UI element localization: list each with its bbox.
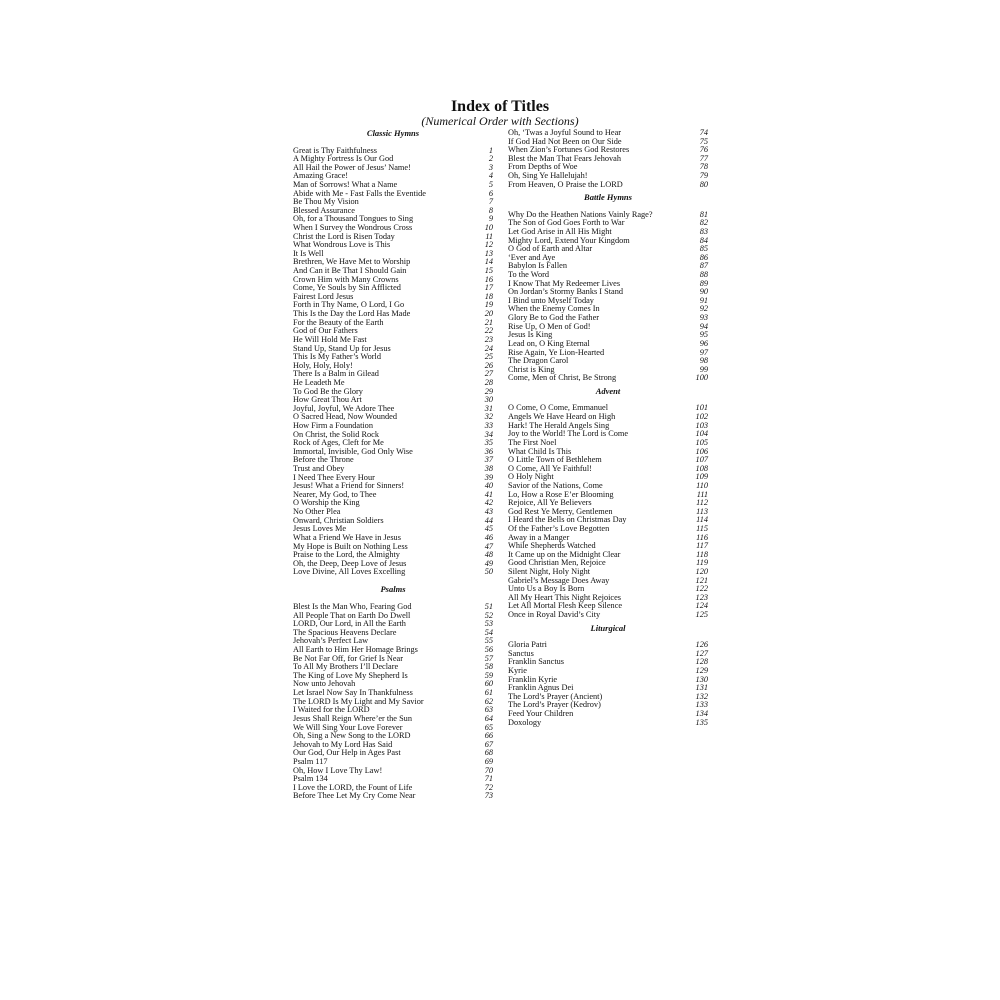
entry-number: 7 <box>488 197 493 207</box>
entry-title: Gloria Patri <box>508 640 547 650</box>
section-heading-psalms: Psalms <box>380 584 406 595</box>
entry-title: I Love the LORD, the Fount of Life <box>293 782 413 792</box>
entry-title: Now unto Jehovah <box>293 679 356 689</box>
entry-number: 15 <box>484 266 493 276</box>
entry-title: When the Enemy Comes In <box>508 304 600 314</box>
entry-title: Abide with Me - Fast Falls the Eventide <box>293 188 426 198</box>
entry-number: 58 <box>484 662 493 672</box>
entry-title: I Need Thee Every Hour <box>293 472 375 482</box>
entry-title: Once in Royal David’s City <box>508 610 601 620</box>
entry-number: 18 <box>484 291 493 301</box>
entry-number: 45 <box>484 524 493 534</box>
entry-title: Praise to the Lord, the Almighty <box>293 550 400 560</box>
page-title: Index of Titles <box>450 98 550 115</box>
entry-number: 47 <box>484 541 493 551</box>
entry-number: 29 <box>484 386 493 396</box>
entry-number: 130 <box>695 674 708 684</box>
entry-number: 134 <box>695 709 708 719</box>
entry-number: 104 <box>695 429 708 439</box>
index-entry <box>508 181 708 190</box>
entry-title: Forth in Thy Name, O Lord, I Go <box>293 300 405 310</box>
entry-number: 57 <box>484 653 493 663</box>
entry-number: 105 <box>695 437 708 447</box>
entry-title: ‘Ever and Aye <box>508 252 556 262</box>
entry-number: 109 <box>695 472 708 482</box>
entry-number: 128 <box>695 657 708 667</box>
entry-number: 28 <box>484 377 493 387</box>
entry-title: From Depths of Woe <box>508 162 578 172</box>
entry-number: 74 <box>699 128 708 137</box>
entry-number: 72 <box>484 782 493 792</box>
entry-number: 113 <box>696 506 708 516</box>
entry-number: 106 <box>695 446 708 456</box>
entry-title: Jesus! What a Friend for Sinners! <box>293 481 405 491</box>
entry-number: 50 <box>484 567 493 577</box>
entry-title: On Jordan’s Stormy Banks I Stand <box>508 287 624 297</box>
entry-number: 76 <box>699 145 708 155</box>
entry-number: 84 <box>699 235 708 245</box>
entry-number: 103 <box>695 420 708 430</box>
entry-title: On Christ, the Solid Rock <box>293 429 379 439</box>
index-entry <box>508 374 708 383</box>
entry-title: Love Divine, All Loves Excelling <box>293 567 406 577</box>
entry-title: Oh, ‘Twas a Joyful Sound to Hear <box>508 128 622 137</box>
entry-title: There Is a Balm in Gilead <box>293 369 379 379</box>
entry-title: What Wondrous Love is This <box>293 240 391 250</box>
entry-number: 135 <box>695 717 708 727</box>
entry-number: 56 <box>484 645 493 655</box>
entry-number: 21 <box>484 317 493 327</box>
entry-title: When Zion’s Fortunes God Restores <box>508 145 630 155</box>
entry-number: 122 <box>695 584 708 594</box>
index-entry <box>508 658 708 667</box>
entry-title: How Firm a Foundation <box>293 421 373 430</box>
entry-title: No Other Plea <box>293 507 341 517</box>
entry-title: For the Beauty of the Earth <box>293 317 384 327</box>
entry-title: Lo, How a Rose E’er Blooming <box>508 489 614 499</box>
entry-number: 64 <box>484 713 493 723</box>
entry-number: 25 <box>484 352 493 362</box>
entry-title: From Heaven, O Praise the LORD <box>508 179 623 189</box>
entry-title: Jesus Shall Reign Where’er the Sun <box>293 713 412 723</box>
entry-number: 82 <box>699 218 708 228</box>
section-list-classic-hymns <box>293 147 493 577</box>
entry-number: 40 <box>484 481 493 491</box>
entry-title: Unto Us a Boy Is Born <box>508 584 585 594</box>
entry-title: My Hope is Built on Nothing Less <box>293 541 408 551</box>
entry-title: God Rest Ye Merry, Gentlemen <box>508 506 613 516</box>
entry-title: O Little Town of Bethlehem <box>508 455 602 465</box>
entry-number: 83 <box>699 226 708 236</box>
entry-title: Angels We Have Heard on High <box>508 412 616 422</box>
entry-number: 62 <box>484 696 493 706</box>
entry-number: 110 <box>696 480 708 490</box>
entry-number: 111 <box>696 489 708 499</box>
entry-title: Of the Father’s Love Begotten <box>508 523 610 533</box>
entry-number: 89 <box>699 278 708 288</box>
entry-number: 11 <box>485 231 493 241</box>
entry-number: 92 <box>699 304 708 314</box>
entry-title: Be Not Far Off, for Grief Is Near <box>293 653 403 663</box>
entry-title: All My Heart This Night Rejoices <box>508 592 621 602</box>
entry-number: 52 <box>484 610 493 620</box>
entry-number: 101 <box>695 403 708 413</box>
entry-title: Franklin Sanctus <box>508 657 564 667</box>
entry-number: 94 <box>699 321 708 331</box>
entry-title: The First Noel <box>508 437 557 447</box>
entry-number: 66 <box>484 731 493 741</box>
entry-number: 69 <box>484 756 493 766</box>
section-heading-liturgical: Liturgical <box>590 622 626 633</box>
entry-title: Why Do the Heathen Nations Vainly Rage? <box>508 209 653 219</box>
entry-title: Crown Him with Many Crowns <box>293 274 399 284</box>
entry-number: 98 <box>699 356 708 366</box>
entry-title: I Waited for the LORD <box>293 705 370 715</box>
entry-number: 6 <box>488 188 493 198</box>
entry-title: Kyrie <box>508 666 527 676</box>
entry-title: Franklin Kyrie <box>508 674 558 684</box>
right-column <box>508 129 708 727</box>
entry-title: O Holy Night <box>508 472 554 482</box>
entry-title: Oh, Sing a New Song to the LORD <box>293 731 411 741</box>
entry-number: 78 <box>699 162 708 172</box>
entry-title: Nearer, My God, to Thee <box>293 489 377 499</box>
section-list-psalms <box>293 603 493 801</box>
entry-number: 30 <box>484 395 493 405</box>
entry-number: 17 <box>484 283 493 293</box>
entry-number: 118 <box>696 549 708 559</box>
entry-number: 32 <box>484 412 493 422</box>
entry-title: Stand Up, Stand Up for Jesus <box>293 343 391 353</box>
entry-number: 12 <box>484 240 493 250</box>
entry-number: 8 <box>488 205 493 215</box>
section-heading-advent: Advent <box>595 385 621 396</box>
entry-number: 73 <box>484 791 493 801</box>
entry-title: Doxology <box>508 717 542 727</box>
entry-number: 5 <box>488 179 493 189</box>
entry-title: To the Word <box>508 270 549 280</box>
entry-title: The Lord’s Prayer (Ancient) <box>508 691 603 701</box>
entry-number: 23 <box>484 334 493 344</box>
entry-number: 123 <box>695 592 708 602</box>
entry-title: He Will Hold Me Fast <box>293 334 367 344</box>
entry-number: 3 <box>488 162 493 172</box>
entry-title: Mighty Lord, Extend Your Kingdom <box>508 235 630 245</box>
entry-number: 33 <box>484 421 493 430</box>
entry-title: Let Israel Now Say In Thankfulness <box>293 688 413 698</box>
entry-number: 90 <box>699 287 708 297</box>
entry-number: 20 <box>484 309 493 319</box>
entry-title: All Hail the Power of Jesus’ Name! <box>293 162 411 172</box>
entry-title: I Know That My Redeemer Lives <box>508 278 621 288</box>
entry-number: 19 <box>484 300 493 310</box>
section-list-battle-hymns <box>508 211 708 383</box>
section-heading-classic-hymns: Classic Hymns <box>366 128 420 138</box>
entry-number: 48 <box>484 550 493 560</box>
entry-title: A Mighty Fortress Is Our God <box>293 154 394 164</box>
entry-title: Feed Your Children <box>508 709 574 719</box>
entry-number: 14 <box>484 257 493 267</box>
entry-title: It Is Well <box>293 248 324 258</box>
entry-title: What Child Is This <box>508 446 572 456</box>
entry-number: 100 <box>695 373 708 383</box>
entry-title: Before the Throne <box>293 455 354 465</box>
entry-number: 97 <box>699 347 708 357</box>
entry-title: The LORD Is My Light and My Savior <box>293 696 424 706</box>
entry-number: 41 <box>484 489 493 499</box>
entry-title: O Worship the King <box>293 498 360 508</box>
entry-title: God of Our Fathers <box>293 326 358 336</box>
section-list-liturgical <box>508 641 708 727</box>
entry-title: This Is the Day the Lord Has Made <box>293 309 411 319</box>
entry-number: 77 <box>699 153 708 163</box>
left-column <box>293 129 493 801</box>
entry-number: 31 <box>484 403 493 413</box>
entry-number: 2 <box>488 154 493 164</box>
entry-number: 87 <box>699 261 708 271</box>
entry-title: Rise Again, Ye Lion-Hearted <box>508 347 605 357</box>
entry-number: 16 <box>484 274 493 284</box>
entry-number: 4 <box>488 171 493 181</box>
entry-title: He Leadeth Me <box>293 377 345 387</box>
entry-title: Oh, for a Thousand Tongues to Sing <box>293 214 414 224</box>
page-subtitle: (Numerical Order with Sections) <box>421 114 579 128</box>
entry-title: O Sacred Head, Now Wounded <box>293 412 398 422</box>
entry-number: 42 <box>484 498 493 508</box>
entry-number: 37 <box>484 455 493 465</box>
entry-number: 71 <box>484 774 493 784</box>
entry-number: 124 <box>695 601 708 611</box>
entry-number: 108 <box>695 463 708 473</box>
entry-title: The Son of God Goes Forth to War <box>508 218 625 228</box>
entry-number: 51 <box>484 601 493 611</box>
entry-title: Before Thee Let My Cry Come Near <box>293 791 416 801</box>
index-entry <box>508 611 708 620</box>
entry-title: Jehovah’s Perfect Law <box>293 636 369 646</box>
entry-title: What a Friend We Have in Jesus <box>293 532 401 542</box>
entry-number: 121 <box>695 575 708 585</box>
entry-number: 117 <box>696 541 708 551</box>
entry-title: Psalm 117 <box>293 756 328 766</box>
entry-number: 26 <box>484 360 493 370</box>
entry-number: 120 <box>695 567 708 577</box>
entry-number: 107 <box>695 455 708 465</box>
entry-title: Blessed Assurance <box>293 205 355 215</box>
entry-title: Amazing Grace! <box>293 171 349 181</box>
entry-number: 63 <box>484 705 493 715</box>
entry-title: Blest the Man That Fears Jehovah <box>508 153 621 163</box>
entry-number: 116 <box>696 532 708 542</box>
entry-title: Babylon Is Fallen <box>508 261 567 271</box>
entry-title: It Came up on the Midnight Clear <box>508 549 621 559</box>
entry-title: Jesus Is King <box>508 330 553 340</box>
entry-number: 43 <box>484 507 493 517</box>
entry-title: Let God Arise in All His Might <box>508 226 612 236</box>
entry-title: This Is My Father’s World <box>293 352 381 362</box>
entry-title: Good Christian Men, Rejoice <box>508 558 606 568</box>
entry-number: 68 <box>484 748 493 758</box>
entry-title: Fairest Lord Jesus <box>293 291 354 301</box>
entry-number: 67 <box>484 739 493 749</box>
entry-title: Gabriel’s Message Does Away <box>508 575 610 585</box>
entry-number: 126 <box>695 640 708 650</box>
entry-number: 13 <box>484 248 493 258</box>
entry-number: 99 <box>699 364 708 374</box>
entry-title: O Come, O Come, Emmanuel <box>508 403 609 413</box>
entry-number: 81 <box>699 209 708 219</box>
entry-title: O Come, All Ye Faithful! <box>508 463 592 473</box>
entry-number: 10 <box>484 222 493 232</box>
entry-number: 61 <box>484 688 493 698</box>
entry-title: O God of Earth and Altar <box>508 244 593 254</box>
entry-title: Come, Ye Souls by Sin Afflicted <box>293 283 401 293</box>
section-heading-battle-hymns: Battle Hymns <box>584 192 632 203</box>
entry-number: 112 <box>696 498 708 508</box>
entry-number: 96 <box>699 338 708 348</box>
entry-number: 129 <box>695 666 708 676</box>
entry-title: The Lord’s Prayer (Kedrov) <box>508 700 601 710</box>
entry-title: Christ is King <box>508 364 555 374</box>
entry-number: 133 <box>695 700 708 710</box>
entry-title: Our God, Our Help in Ages Past <box>293 748 401 758</box>
entry-title: Oh, Sing Ye Hallelujah! <box>508 171 588 181</box>
entry-title: Trust and Obey <box>293 464 345 474</box>
entry-title: Glory Be to God the Father <box>508 313 600 323</box>
entry-number: 91 <box>699 295 708 305</box>
entry-number: 38 <box>484 464 493 474</box>
entry-title: Jehovah to My Lord Has Said <box>293 739 393 749</box>
entry-title: Psalm 134 <box>293 774 328 784</box>
entry-title: To God Be the Glory <box>293 386 363 396</box>
entry-title: Onward, Christian Soldiers <box>293 515 384 525</box>
entry-number: 80 <box>699 179 708 189</box>
entry-number: 39 <box>484 472 493 482</box>
entry-title: Great is Thy Faithfulness <box>293 145 377 155</box>
entry-title: Rise Up, O Men of God! <box>508 321 591 331</box>
entry-number: 131 <box>695 683 708 693</box>
entry-title: Lead on, O King Eternal <box>508 338 590 348</box>
section-list-advent <box>508 404 708 619</box>
entry-title: Sanctus <box>508 648 534 658</box>
entry-number: 24 <box>484 343 493 353</box>
entry-number: 75 <box>699 136 708 146</box>
entry-title: To All My Brothers I’ll Declare <box>293 662 399 672</box>
entry-number: 102 <box>695 412 708 422</box>
entry-number: 65 <box>484 722 493 732</box>
entry-number: 86 <box>699 252 708 262</box>
entry-title: Jesus Loves Me <box>293 524 347 534</box>
entry-number: 22 <box>484 326 493 336</box>
entry-title: Franklin Agnus Dei <box>508 683 574 693</box>
entry-title: Silent Night, Holy Night <box>508 567 591 577</box>
entry-number: 27 <box>484 369 493 379</box>
entry-number: 9 <box>488 214 493 224</box>
index-entry <box>508 719 708 728</box>
entry-title: Hark! The Herald Angels Sing <box>508 420 610 430</box>
entry-title: Brethren, We Have Met to Worship <box>293 257 411 267</box>
entry-title: Savior of the Nations, Come <box>508 480 603 490</box>
entry-number: 93 <box>699 313 708 323</box>
entry-title: Christ the Lord is Risen Today <box>293 231 395 241</box>
entry-number: 54 <box>484 627 493 637</box>
entry-title: And Can it Be That I Should Gain <box>293 266 407 276</box>
entry-number: 46 <box>484 532 493 542</box>
entry-title: Oh, How I Love Thy Law! <box>293 765 383 775</box>
index-entry <box>293 792 493 801</box>
entry-number: 95 <box>699 330 708 340</box>
entry-number: 114 <box>696 515 708 525</box>
entry-title: LORD, Our Lord, in All the Earth <box>293 619 406 629</box>
entry-number: 115 <box>696 523 708 533</box>
entry-number: 59 <box>484 670 493 680</box>
entry-number: 127 <box>695 648 708 658</box>
entry-number: 53 <box>484 619 493 629</box>
entry-number: 88 <box>699 270 708 280</box>
entry-title: Oh, the Deep, Deep Love of Jesus <box>293 558 407 568</box>
entry-title: Holy, Holy, Holy! <box>293 360 353 370</box>
entry-number: 49 <box>484 558 493 568</box>
entry-number: 36 <box>484 446 493 456</box>
entry-number: 35 <box>484 438 493 448</box>
entry-title: Joyful, Joyful, We Adore Thee <box>293 403 395 413</box>
entry-number: 85 <box>699 244 708 254</box>
entry-title: Man of Sorrows! What a Name <box>293 179 398 189</box>
entry-number: 119 <box>696 558 708 568</box>
entry-title: Immortal, Invisible, God Only Wise <box>293 446 413 456</box>
entry-title: Be Thou My Vision <box>293 197 359 207</box>
index-entry <box>508 641 708 650</box>
entry-number: 1 <box>488 145 493 155</box>
entry-title: The King of Love My Shepherd Is <box>293 670 408 680</box>
entry-title: Come, Men of Christ, Be Strong <box>508 373 617 383</box>
section-list-psalms-continued <box>508 129 708 189</box>
entry-number: 132 <box>695 691 708 701</box>
entry-title: Blest Is the Man Who, Fearing God <box>293 601 412 611</box>
entry-number: 34 <box>484 429 493 439</box>
entry-title: How Great Thou Art <box>293 395 362 405</box>
entry-number: 79 <box>699 171 708 181</box>
entry-title: I Heard the Bells on Christmas Day <box>508 515 627 525</box>
entry-title: Joy to the World! The Lord is Come <box>508 429 629 439</box>
entry-title: All People That on Earth Do Dwell <box>293 610 411 620</box>
entry-number: 44 <box>484 515 493 525</box>
entry-title: Let All Mortal Flesh Keep Silence <box>508 601 623 611</box>
entry-title: The Spacious Heavens Declare <box>293 627 397 637</box>
entry-number: 70 <box>484 765 493 775</box>
entry-number: 60 <box>484 679 493 689</box>
entry-title: While Shepherds Watched <box>508 541 596 551</box>
entry-title: I Bind unto Myself Today <box>508 295 594 305</box>
entry-title: Rejoice, All Ye Believers <box>508 498 592 508</box>
entry-number: 55 <box>484 636 493 646</box>
entry-title: If God Had Not Been on Our Side <box>508 136 622 146</box>
index-entry <box>293 568 493 577</box>
entry-number: 125 <box>695 610 708 620</box>
entry-title: We Will Sing Your Love Forever <box>293 722 403 732</box>
entry-title: Away in a Manger <box>508 532 570 542</box>
entry-title: All Earth to Him Her Homage Brings <box>293 645 418 655</box>
entry-title: The Dragon Carol <box>508 356 569 366</box>
entry-title: Rock of Ages, Cleft for Me <box>293 438 384 448</box>
entry-title: When I Survey the Wondrous Cross <box>293 222 413 232</box>
